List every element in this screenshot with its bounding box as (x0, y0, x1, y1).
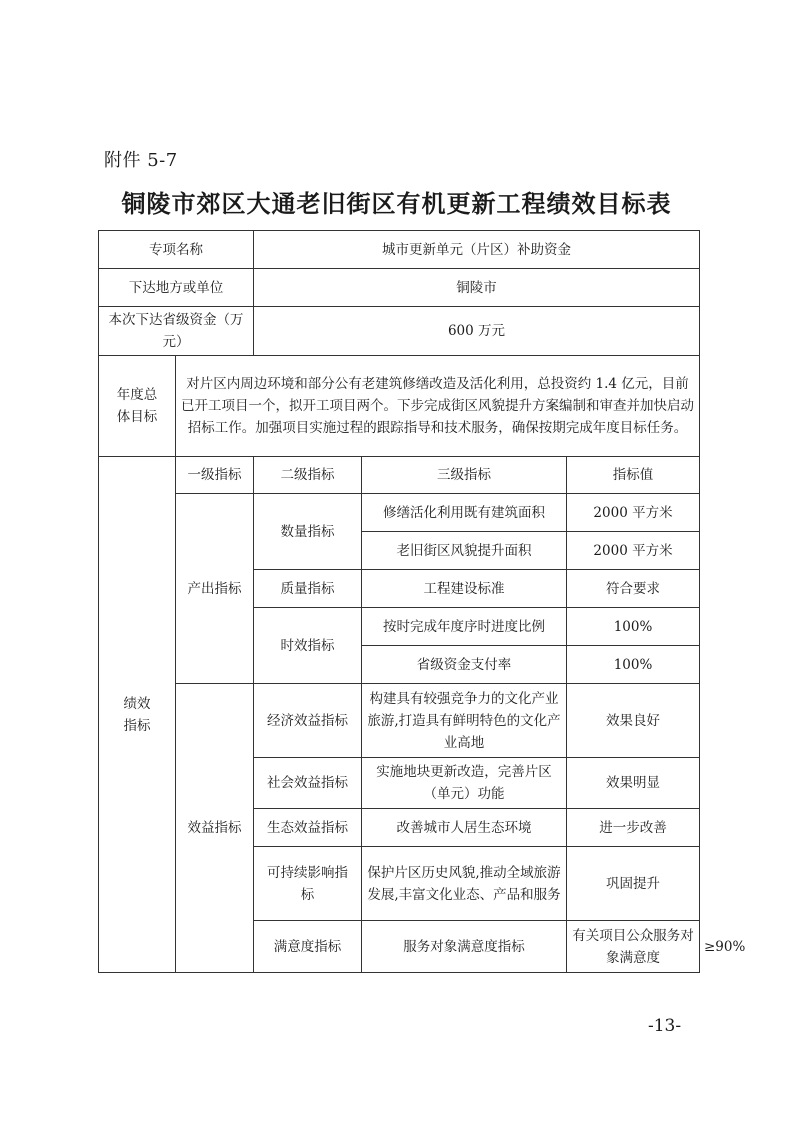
q2-name: 老旧街区风貌提升面积 (362, 532, 567, 570)
indicator-label: 绩效指标 (99, 457, 176, 973)
t1-name: 按时完成年度序时进度比例 (362, 608, 567, 646)
econ-name: 构建具有较强竞争力的文化产业旅游,打造具有鲜明特色的文化产业高地 (362, 684, 567, 758)
page-number: -13- (648, 1016, 682, 1036)
eco-indicator-label: 生态效益指标 (254, 809, 362, 847)
table-row (99, 457, 700, 494)
table-row (99, 231, 700, 269)
table-row (99, 494, 700, 532)
eco-name: 改善城市人居生态环境 (362, 809, 567, 847)
service-indicator-label: 服务对象满意度指标 (362, 921, 567, 973)
project-name-label: 专项名称 (99, 231, 254, 269)
q1-value: 2000 平方米 (567, 494, 700, 532)
social-name: 实施地块更新改造，完善片区（单元）功能 (362, 758, 567, 809)
table-row (99, 356, 700, 457)
col-level1-header: 一级指标 (176, 457, 254, 494)
t2-value: 100% (567, 646, 700, 684)
unit-value: 铜陵市 (254, 269, 700, 307)
econ-indicator-label: 经济效益指标 (254, 684, 362, 758)
timeliness-indicator-label: 时效指标 (254, 608, 362, 684)
funds-label: 本次下达省级资金（万元） (99, 307, 254, 356)
col-level3-header: 三级指标 (362, 457, 567, 494)
eco-value: 进一步改善 (567, 809, 700, 847)
t2-name: 省级资金支付率 (362, 646, 567, 684)
funds-value: 600 万元 (254, 307, 700, 356)
col-value-header: 指标值 (567, 457, 700, 494)
table-row (99, 684, 700, 758)
output-indicator-label: 产出指标 (176, 494, 254, 684)
t1-value: 100% (567, 608, 700, 646)
table-row (99, 307, 700, 356)
performance-target-table (98, 230, 746, 973)
quantity-indicator-label: 数量指标 (254, 494, 362, 570)
sustain-value: 巩固提升 (567, 847, 700, 921)
quality-name: 工程建设标准 (362, 570, 567, 608)
satisfaction-indicator-label: 满意度指标 (254, 921, 362, 973)
benefit-indicator-label: 效益指标 (176, 684, 254, 973)
sustain-name: 保护片区历史风貌,推动全域旅游发展,丰富文化业态、产品和服务 (362, 847, 567, 921)
q1-name: 修缮活化利用既有建筑面积 (362, 494, 567, 532)
annual-goal-label: 年度总体目标 (99, 356, 176, 457)
document-title: 铜陵市郊区大通老旧街区有机更新工程绩效目标表 (121, 190, 672, 218)
attachment-label: 附件 5-7 (104, 150, 178, 171)
col-level2-header: 二级指标 (254, 457, 362, 494)
unit-label: 下达地方或单位 (99, 269, 254, 307)
social-value: 效果明显 (567, 758, 700, 809)
social-indicator-label: 社会效益指标 (254, 758, 362, 809)
project-name-value: 城市更新单元（片区）补助资金 (254, 231, 700, 269)
table-row (99, 269, 700, 307)
quality-indicator-label: 质量指标 (254, 570, 362, 608)
q2-value: 2000 平方米 (567, 532, 700, 570)
quality-value: 符合要求 (567, 570, 700, 608)
sustain-indicator-label: 可持续影响指标 (254, 847, 362, 921)
annual-goal-value: 对片区内周边环境和部分公有老建筑修缮改造及活化利用，总投资约 1.4 亿元，目前已开工项目一个，拟开工项目两个。下步完成街区风貌提升方案编制和审查并加快启动招标工作。加强项目实施过程的跟踪指导和技术服务，确保按期完成年度目标任务。 (176, 356, 700, 457)
econ-value: 效果良好 (567, 684, 700, 758)
service-name: 有关项目公众服务对象满意度 (567, 921, 700, 973)
table-row: 满意度指标 服务对象满意度指标 有关项目公众服务对象满意度 ≥90% (99, 921, 700, 973)
